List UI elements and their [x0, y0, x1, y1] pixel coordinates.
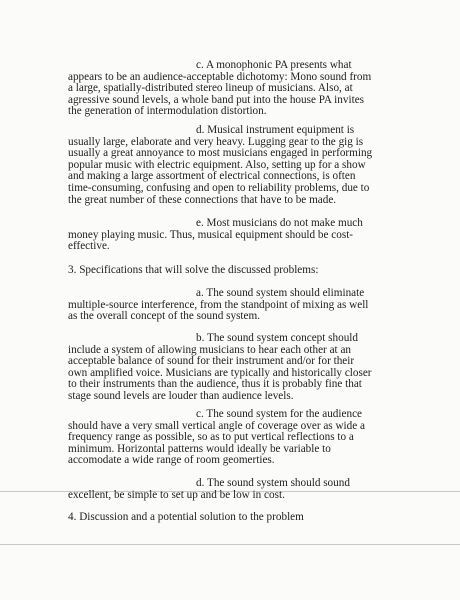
para-4-heading — [68, 512, 442, 524]
text-line: popular music with electric equipment. Also, setting up for a show — [68, 158, 366, 171]
text-line: excellent, be simple to set up and be low in cost. — [68, 488, 285, 501]
text-line: agressive sound levels, a whole band put into the house PA invites — [68, 93, 365, 106]
para-3b-concept — [68, 333, 442, 403]
text-line: b. The sound system concept should — [196, 332, 358, 344]
para-c-mono-pa — [68, 60, 442, 118]
text-line: e. Most musicians do not make much — [196, 217, 363, 229]
text-line: the generation of intermodulation distortion. — [68, 105, 267, 118]
para-3d-excellent — [68, 478, 442, 501]
text-line: d. Musical instrument equipment is — [196, 124, 355, 136]
para-e-money — [68, 218, 442, 253]
text-line: as the overall concept of the sound system. — [68, 310, 261, 323]
page-edge-rule — [0, 544, 460, 545]
text-line: should have a very small vertical angle of coverage over as wide a — [68, 419, 365, 432]
text-line: usually a great annoyance to most musicians engaged in performing — [68, 147, 373, 160]
text-line: include a system of allowing musicians to hear each other at an — [68, 343, 352, 356]
para-3c-vertical-angle — [68, 409, 442, 467]
text-line: a large, spatially-distributed stereo lineup of musicians. Also, at — [68, 82, 353, 95]
text-line: appears to be an audience-acceptable dichotomy: Mono sound from — [68, 70, 372, 83]
text-line: c. A monophonic PA presents what — [196, 59, 352, 71]
text-line: effective. — [68, 240, 110, 253]
text-line: acceptable balance of sound for their instrument and/or for their — [68, 355, 355, 368]
text-line: 3. Specifications that will solve the discussed problems: — [68, 264, 319, 276]
text-line: accomodate a wide range of room geomerties. — [68, 454, 275, 467]
para-3-heading — [68, 265, 442, 277]
text-line: to their instruments than the audience, thus it is probably fine that — [68, 378, 362, 391]
text-line: d. The sound system should sound — [196, 477, 350, 489]
text-line: own amplified voice. Musicians are typically and historically closer — [68, 366, 372, 379]
text-line: time-consuming, confusing and open to reliability problems, due to — [68, 181, 370, 194]
text-line: stage sound levels are louder than audience levels. — [68, 389, 294, 402]
text-line: multiple-source interference, from the standpoint of mixing as well — [68, 298, 369, 311]
text-line: a. The sound system should eliminate — [196, 287, 365, 299]
text-line: minimum. Horizontal patterns would ideally be variable to — [68, 442, 331, 455]
para-d-instrument-equipment — [68, 125, 442, 206]
text-line: 4. Discussion and a potential solution to the problem — [68, 511, 304, 523]
text-line: money playing music. Thus, musical equipment should be cost- — [68, 228, 354, 241]
text-line: c. The sound system for the audience — [196, 408, 363, 420]
para-3a-interference — [68, 288, 442, 323]
text-line: and making a large assortment of electrical connections, is often — [68, 170, 356, 183]
text-line: the great number of these connections that have to be made. — [68, 193, 337, 206]
text-line: frequency range as possible, so as to put vertical reflections to a — [68, 431, 354, 444]
text-line: usually large, elaborate and very heavy. Lugging gear to the gig is — [68, 135, 364, 148]
